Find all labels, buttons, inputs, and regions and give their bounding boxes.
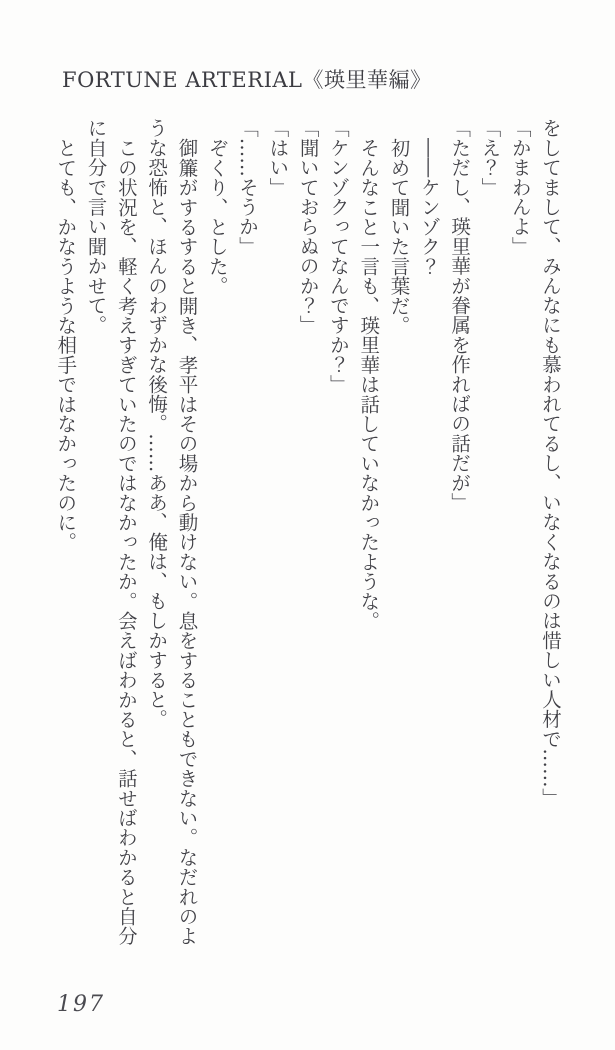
text-column: 「ケンゾクってなんですか？」 — [326, 118, 350, 394]
text-column: ――ケンゾク？ — [417, 138, 441, 276]
running-header: FORTUNE ARTERIAL《瑛里華編》 — [62, 68, 432, 92]
text-column: そんなこと一言も、瑛里華は話していなかったような。 — [357, 138, 381, 631]
text-column: 御簾がするすると開き、孝平はその場から動けない。息をすることもできない。なだれのよ — [175, 138, 199, 946]
text-column: 「かまわんよ」 — [508, 118, 532, 256]
text-column: 「聞いておらぬのか？」 — [296, 118, 320, 335]
text-column: に自分で言い聞かせて。 — [84, 118, 108, 335]
text-column: とても、かなうような相手ではなかったのに。 — [54, 138, 78, 552]
text-column: 「はい」 — [266, 118, 290, 197]
text-column: 「……そうか」 — [236, 118, 260, 256]
text-column: 「え？」 — [478, 118, 502, 197]
text-column: 「ただし、瑛里華が眷属を作ればの話だが」 — [448, 118, 472, 512]
vertical-text-block — [49, 118, 565, 968]
text-column: をしてまして、みんなにも慕われてるし、いなくなるのは惜しい人材で……」 — [539, 118, 562, 808]
page-number: 197 — [57, 992, 105, 1017]
text-column: うな恐怖と、ほんのわずかな後悔。……ああ、俺は、もしかすると。 — [145, 118, 169, 729]
text-column: この状況を、軽く考えすぎていたのではなかったか。会えばわかると、話せばわかると自分 — [114, 138, 138, 946]
text-column: ぞくり、とした。 — [205, 138, 229, 296]
text-column: 初めて聞いた言葉だ。 — [387, 138, 411, 335]
